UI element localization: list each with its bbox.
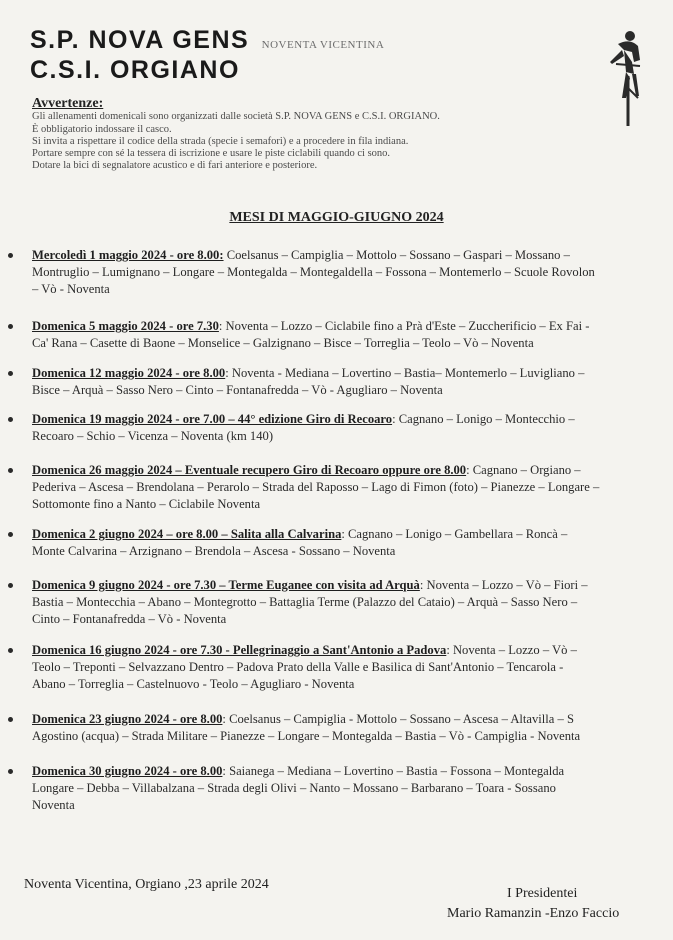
ride-line — [32, 543, 673, 560]
ride-route: Abano – Torreglia – Castelnuovo - Teolo – Agugliaro - Noventa — [32, 677, 355, 691]
ride-line — [32, 335, 673, 352]
ride-heading: Domenica 19 maggio 2024 - ore 7.00 – 44° edizione Giro di Recoaro — [32, 412, 393, 426]
notice-line: Portare sempre con sé la tessera di iscrizione e usare le piste ciclabili quando ci sono. — [32, 148, 391, 160]
ride-route: : Coelsanus – Campiglia - Mottolo – Sossano – Ascesa – Altavilla – S — [222, 712, 574, 726]
ride-route: : Noventa – Lozzo – Ciclabile fino a Prà d'Este – Zuccherificio – Ex Fai - — [218, 319, 590, 333]
ride-line — [32, 462, 673, 479]
ride-heading: Domenica 26 maggio 2024 – Eventuale recupero Giro di Recoaro oppure ore 8.00 — [32, 463, 467, 477]
bullet-icon — [8, 532, 13, 537]
club-name-1 — [30, 26, 384, 55]
ride-line — [32, 797, 673, 814]
ride-route: : Saianega – Mediana – Lovertino – Bastia – Fossona – Montegalda — [222, 764, 565, 778]
cyclist-logo-icon — [604, 28, 650, 128]
ride-line — [32, 577, 673, 594]
ride-route: Coelsanus – Campiglia – Mottolo – Sossano – Gaspari – Mossano – — [223, 248, 570, 262]
bullet-icon — [8, 648, 13, 653]
ride-route: : Cagnano – Orgiano – — [466, 463, 581, 477]
ride-line — [32, 659, 673, 676]
ride-line — [32, 247, 673, 264]
ride-route: Noventa — [32, 798, 75, 812]
ride-line — [32, 780, 673, 797]
ride-line — [32, 382, 673, 399]
ride-heading: Domenica 30 giugno 2024 - ore 8.00 — [32, 764, 223, 778]
ride-heading: Domenica 23 giugno 2024 - ore 8.00 — [32, 712, 223, 726]
ride-route: Teolo – Treponti – Selvazzano Dentro – Padova Prato della Valle e Basilica di Sant'Antonio – Tencarola - — [32, 660, 564, 674]
ride-route: – Vò - Noventa — [32, 282, 110, 296]
ride-line — [32, 479, 673, 496]
notice-line: Si invita a rispettare il codice della strada (specie i semafori) e a procedere in fila indiana. — [32, 135, 409, 147]
ride-route: Sottomonte fino a Nanto – Ciclabile Noventa — [32, 497, 261, 511]
ride-route: Montruglio – Lumignano – Longare – Montegalda – Montegaldella – Fossona – Montemerlo – Scuole Rovolon — [32, 265, 595, 279]
ride-line — [32, 281, 673, 298]
ride-route: : Cagnano – Lonigo – Gambellara – Roncà – — [341, 527, 568, 541]
ride-line — [32, 642, 673, 659]
bullet-icon — [8, 253, 13, 258]
ride-line — [32, 318, 673, 335]
signers-title: I Presidentei — [507, 886, 578, 901]
ride-route: Agostino (acqua) – Strada Militare – Pianezze – Longare – Montegalda – Bastia – Vò - Campiglia - Noventa — [32, 729, 581, 743]
club-name-1-text: S.P. NOVA GENS — [30, 26, 250, 54]
notice-line: Gli allenamenti domenicali sono organizzati dalle società S.P. NOVA GENS e C.S.I. ORGIANO. — [32, 111, 440, 123]
ride-route: Ca' Rana – Casette di Baone – Monselice – Galzignano – Bisce – Torreglia – Teolo – Vò – Noventa — [32, 336, 534, 350]
ride-line — [32, 428, 673, 445]
ride-route: Pederiva – Ascesa – Brendolana – Perarolo – Strada del Raposso – Lago di Fimon (foto) – Pianezze – Longare – — [32, 480, 600, 494]
notice-line: Dotare la bici di segnalatore acustico e di fari anteriore e posteriore. — [32, 160, 318, 172]
bullet-icon — [8, 371, 13, 376]
bullet-icon — [8, 324, 13, 329]
ride-line — [32, 264, 673, 281]
ride-route: Monte Calvarina – Arzignano – Brendola – Ascesa - Sossano – Noventa — [32, 544, 396, 558]
club-name-2: C.S.I. ORGIANO — [30, 56, 240, 84]
ride-line — [32, 728, 673, 745]
ride-line — [32, 611, 673, 628]
ride-heading: Domenica 9 giugno 2024 - ore 7.30 – Terme Euganee con visita ad Arquà — [32, 578, 420, 592]
ride-route: Bastia – Montecchia – Abano – Montegrotto – Battaglia Terme (Palazzo del Cataio) – Arquà – Sasso Nero – — [32, 595, 578, 609]
ride-heading: Domenica 2 giugno 2024 – ore 8.00 – Salita alla Calvarina — [32, 527, 342, 541]
bullet-icon — [8, 769, 13, 774]
ride-route: Recoaro – Schio – Vicenza – Noventa (km 140) — [32, 429, 274, 443]
notice-line: È obbligatorio indossare il casco. — [32, 123, 172, 135]
ride-line — [32, 526, 673, 543]
ride-route: : Noventa - Mediana – Lovertino – Bastia– Montemerlo – Luvigliano – — [225, 366, 585, 380]
ride-heading: Mercoledì 1 maggio 2024 - ore 8.00: — [32, 248, 224, 262]
ride-line — [32, 711, 673, 728]
notice-title: Avvertenze: — [32, 96, 104, 111]
ride-line — [32, 763, 673, 780]
ride-route: : Noventa – Lozzo – Vò – Fiori – — [419, 578, 588, 592]
ride-route: : Noventa – Lozzo – Vò – — [446, 643, 577, 657]
club-location: NOVENTA VICENTINA — [261, 39, 385, 51]
signature-block — [447, 884, 619, 924]
ride-heading: Domenica 5 maggio 2024 - ore 7.30 — [32, 319, 219, 333]
bullet-icon — [8, 417, 13, 422]
period-title: MESI DI MAGGIO-GIUGNO 2024 — [229, 210, 444, 225]
signers-names: Mario Ramanzin -Enzo Faccio — [447, 906, 620, 921]
ride-route: Longare – Debba – Villabalzana – Strada degli Olivi – Nanto – Mossano – Barbarano – Toara - Sossano — [32, 781, 556, 795]
ride-route: Bisce – Arquà – Sasso Nero – Cinto – Fontanafredda – Vò - Agugliaro – Noventa — [32, 383, 443, 397]
ride-heading: Domenica 16 giugno 2024 - ore 7.30 - Pellegrinaggio a Sant'Antonio a Padova — [32, 643, 447, 657]
ride-line — [32, 594, 673, 611]
ride-line — [32, 365, 673, 382]
ride-line — [32, 411, 673, 428]
ride-route: Cinto – Fontanafredda – Vò - Noventa — [32, 612, 227, 626]
bullet-icon — [8, 583, 13, 588]
place-date: Noventa Vicentina, Orgiano ,23 aprile 2024 — [24, 877, 269, 892]
notice-block — [32, 98, 552, 173]
ride-line — [32, 496, 673, 513]
ride-route: : Cagnano – Lonigo – Montecchio – — [392, 412, 575, 426]
ride-line — [32, 676, 673, 693]
bullet-icon — [8, 468, 13, 473]
bullet-icon — [8, 717, 13, 722]
ride-heading: Domenica 12 maggio 2024 - ore 8.00 — [32, 366, 226, 380]
